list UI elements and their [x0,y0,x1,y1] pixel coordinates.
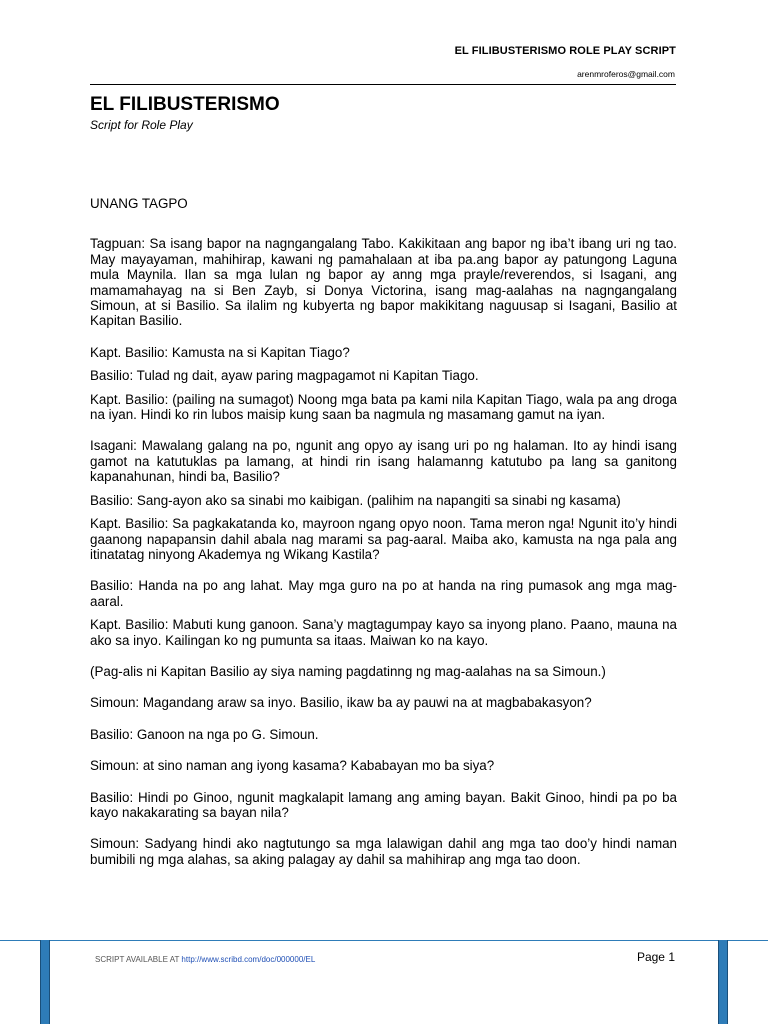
dialogue-line: Basilio: Tulad ng dait, ayaw paring magpagamot ni Kapitan Tiago. [90,368,479,384]
header-email: arenmroferos@gmail.com [577,69,675,79]
footer-border [0,940,768,941]
dialogue-line: Kapt. Basilio: Mabuti kung ganoon. Sana’y magtagumpay kayo sa inyong plano. Paano, mauna na ako sa inyo. Kailingan ko ng pumunta sa itaas. Maiwan ko na kayo. [90,617,677,648]
dialogue-line: Kapt. Basilio: Sa pagkakatanda ko, mayroon ngang opyo noon. Tama meron nga! Ngunit ito’y hindi gaanong napapansin dahil abala nag marami sa pag-aaral. Maiba ako, kamusta na nga pala ang itinatatag ninyong Akademya ng Wikang Kastila? [90,516,677,562]
page-number: Page 1 [636,950,675,964]
footer-left-bar [40,940,50,1024]
footer-right-bar [718,940,728,1024]
dialogue-line: Basilio: Hindi po Ginoo, ngunit magkalapit lamang ang aming bayan. Bakit Ginoo, hindi pa po ba kayo nakakarating sa bayan nila? [90,789,677,820]
footer-note-text: SCRIPT AVAILABLE AT [95,955,180,964]
header-divider [90,84,676,85]
dialogue-line: Basilio: Sang-ayon ako sa sinabi mo kaibigan. (palihim na napangiti sa sinabi ng kasama) [90,492,621,508]
footer-link[interactable]: http://www.scribd.com/doc/000000/EL [181,955,316,964]
dialogue-line: Basilio: Handa na po ang lahat. May mga guro na po at handa na ring pumasok ang mga mag-aaral. [90,578,677,609]
document-title: EL FILIBUSTERISMO [90,94,280,115]
stage-direction: (Pag-alis ni Kapitan Basilio ay siya naming pagdatinng ng mag-aalahas na sa Simoun.) [90,663,606,679]
dialogue-line: Simoun: Magandang araw sa inyo. Basilio, ikaw ba ay pauwi na at magbabakasyon? [90,695,592,711]
dialogue-line: Kapt. Basilio: Kamusta na si Kapitan Tiago? [90,344,350,360]
dialogue-line: Simoun: Sadyang hindi ako nagtutungo sa mga lalawigan dahil ang mga tao doo’y hindi naman bumibili ng mga alahas, sa aking palagay ay dahil sa mahihirap ang mga tao doon. [90,836,677,867]
dialogue-line: Isagani: Mawalang galang na po, ngunit ang opyo ay isang uri po ng halaman. Ito ay hindi isang gamot na katutuklas pa lamang, at hindi rin isang halamanng katutubo pa lang sa ganitong kapanahunan, hindi ba, Basilio? [90,438,677,485]
dialogue-line: Kapt. Basilio: (pailing na sumagot) Noong mga bata pa kami nila Kapitan Tiago, wala pa ang droga na iyan. Hindi ko rin lubos maisip kung saan ba nagmula ng masamang gamut na iyan. [90,391,677,423]
scene-heading: UNANG TAGPO [90,196,188,211]
header-title: EL FILIBUSTERISMO ROLE PLAY SCRIPT [454,45,676,57]
script-body [90,196,677,883]
document-subtitle: Script for Role Play [90,118,193,132]
footer-note [95,955,316,964]
setting-paragraph: Tagpuan: Sa isang bapor na nagngangalang Tabo. Kakikitaan ang bapor ng iba’t ibang uri ng tao. May mayayaman, mahihirap, kawani ng pamahalaan at iba pa.ang bapor ay patungong Laguna mula Maynila. Ilan sa mga lulan ng bapor ay anng mga prayle/reverendos, si Isagani, ang mamamahayag na si Ben Zayb, si Donya Victorina, isang mag-aalahas na nagngangalang Simoun, at si Basilio. Sa ilalim ng kubyerta ng bapor makikitang naguusap si Isagani, Basilio at Kapitan Basilio. [90,236,677,329]
dialogue-line: Basilio: Ganoon na nga po G. Simoun. [90,726,319,742]
dialogue-line: Simoun: at sino naman ang iyong kasama? Kababayan mo ba siya? [90,758,495,774]
